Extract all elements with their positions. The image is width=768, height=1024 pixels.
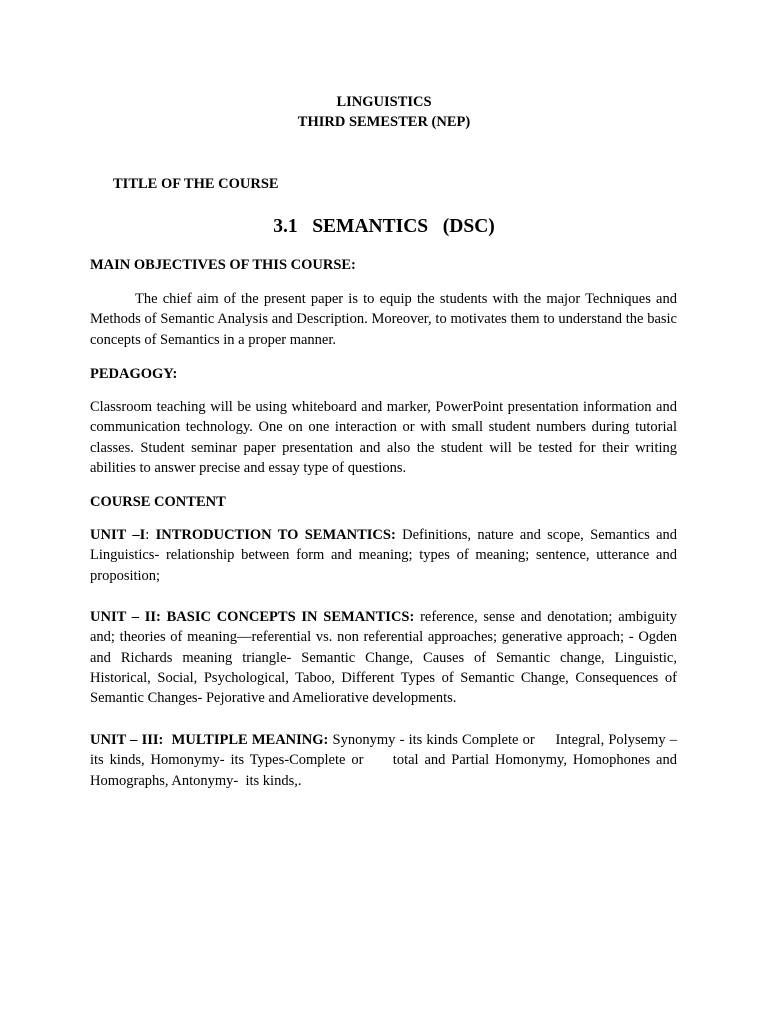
objectives-heading: MAIN OBJECTIVES OF THIS COURSE: [90, 257, 356, 273]
unit-2-text: reference, sense and denotation; ambiguity and; theories of meaning—referential vs. non referential approaches; generative approach; - Ogden and Richards meaning triangle- Semantic Change, Causes of Semantic change, Linguistic, Historical, Social, Psychological, Taboo, Different Types of Semantic Change, Consequences of Semantic Changes- Pejorative and Ameliorative developments. [90, 609, 677, 707]
unit-3-text: Synonymy - its kinds Complete or Integral, Polysemy – its kinds, Homonymy- its Types-Complete or total and Partial Homonymy, Homophones and Homographs, Antonymy- its kinds,. [90, 732, 681, 789]
unit-1-separator: : [145, 527, 156, 543]
objectives-paragraph: The chief aim of the present paper is to equip the students with the major Techniques and Methods of Semantic Analysis and Description. Moreover, to motivates them to understand the basic concepts of Semantics in a proper manner. [90, 291, 677, 348]
course-heading: 3.1 SEMANTICS (DSC) [273, 216, 495, 237]
unit-2-paragraph [90, 607, 677, 708]
course-title-label: TITLE OF THE COURSE [113, 176, 279, 192]
course-content-heading: COURSE CONTENT [90, 494, 226, 510]
unit-3-label: UNIT – III: MULTIPLE MEANING: [90, 732, 329, 748]
semester-title: THIRD SEMESTER (NEP) [297, 114, 471, 130]
unit-1-paragraph [90, 525, 677, 586]
unit-2-label: UNIT – II: BASIC CONCEPTS IN SEMANTICS: [90, 609, 415, 625]
pedagogy-paragraph: Classroom teaching will be using whiteboard and marker, PowerPoint presentation information and communication technology. One on one interaction or with small student numbers during tutorial classes. Student seminar paper presentation and also the student will be tested for their writing abilities to answer precise and essay type of questions. [90, 399, 677, 476]
subject-title: LINGUISTICS [336, 94, 432, 110]
unit-1-title: INTRODUCTION TO SEMANTICS: [155, 527, 396, 543]
unit-1-text: Definitions, nature and scope, Semantics and Linguistics- relationship between form and meaning; types of meaning; sentence, utterance and proposition; [90, 527, 678, 584]
unit-3-paragraph [90, 730, 681, 791]
unit-1-label: UNIT –I [90, 527, 146, 543]
pedagogy-heading: PEDAGOGY: [90, 366, 178, 382]
